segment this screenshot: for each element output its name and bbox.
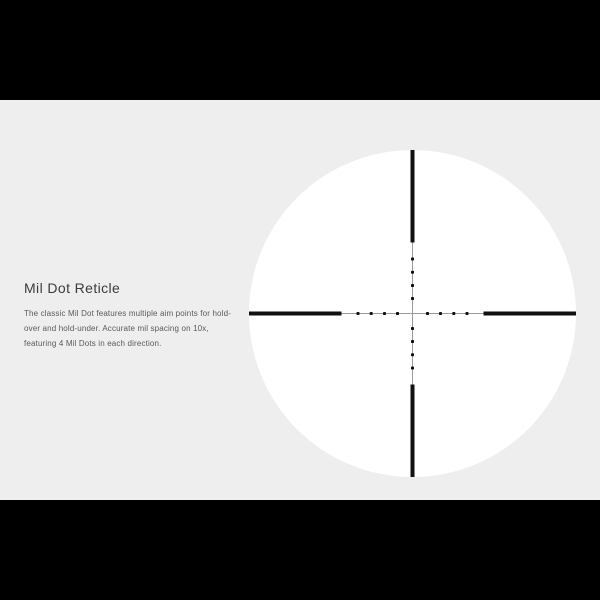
mil-dot-top [411, 284, 414, 287]
product-feature-section [0, 100, 600, 500]
feature-text-block [24, 280, 242, 351]
mil-dot-top [411, 271, 414, 274]
mil-dot-reticle-diagram [249, 150, 576, 477]
crosshair-post-top [410, 150, 414, 243]
mil-dot-left [396, 312, 399, 315]
feature-title: Mil Dot Reticle [24, 280, 121, 296]
mil-dot-bottom [411, 340, 414, 343]
mil-dot-bottom [411, 367, 414, 370]
mil-dot-right [465, 312, 468, 315]
mil-dot-right [426, 312, 429, 315]
mil-dot-right [439, 312, 442, 315]
crosshair-post-right [483, 312, 576, 316]
crosshair-post-bottom [410, 385, 414, 478]
mil-dot-top [411, 258, 414, 261]
mil-dot-top [411, 297, 414, 300]
mil-dot-left [383, 312, 386, 315]
letterbox-bottom-bar [0, 500, 600, 600]
mil-dot-bottom [411, 327, 414, 330]
mil-dot-left [369, 312, 372, 315]
mil-dot-right [452, 312, 455, 315]
crosshair-post-left [249, 312, 342, 316]
letterbox-top-bar [0, 0, 600, 100]
mil-dot-bottom [411, 353, 414, 356]
crosshair-hairline-horizontal [341, 313, 483, 314]
feature-description: The classic Mil Dot features multiple aim points for hold-over and hold-under. Accurate mil spacing on 10x, featuring 4 Mil Dots in each direction. [24, 308, 231, 348]
mil-dot-left [356, 312, 359, 315]
